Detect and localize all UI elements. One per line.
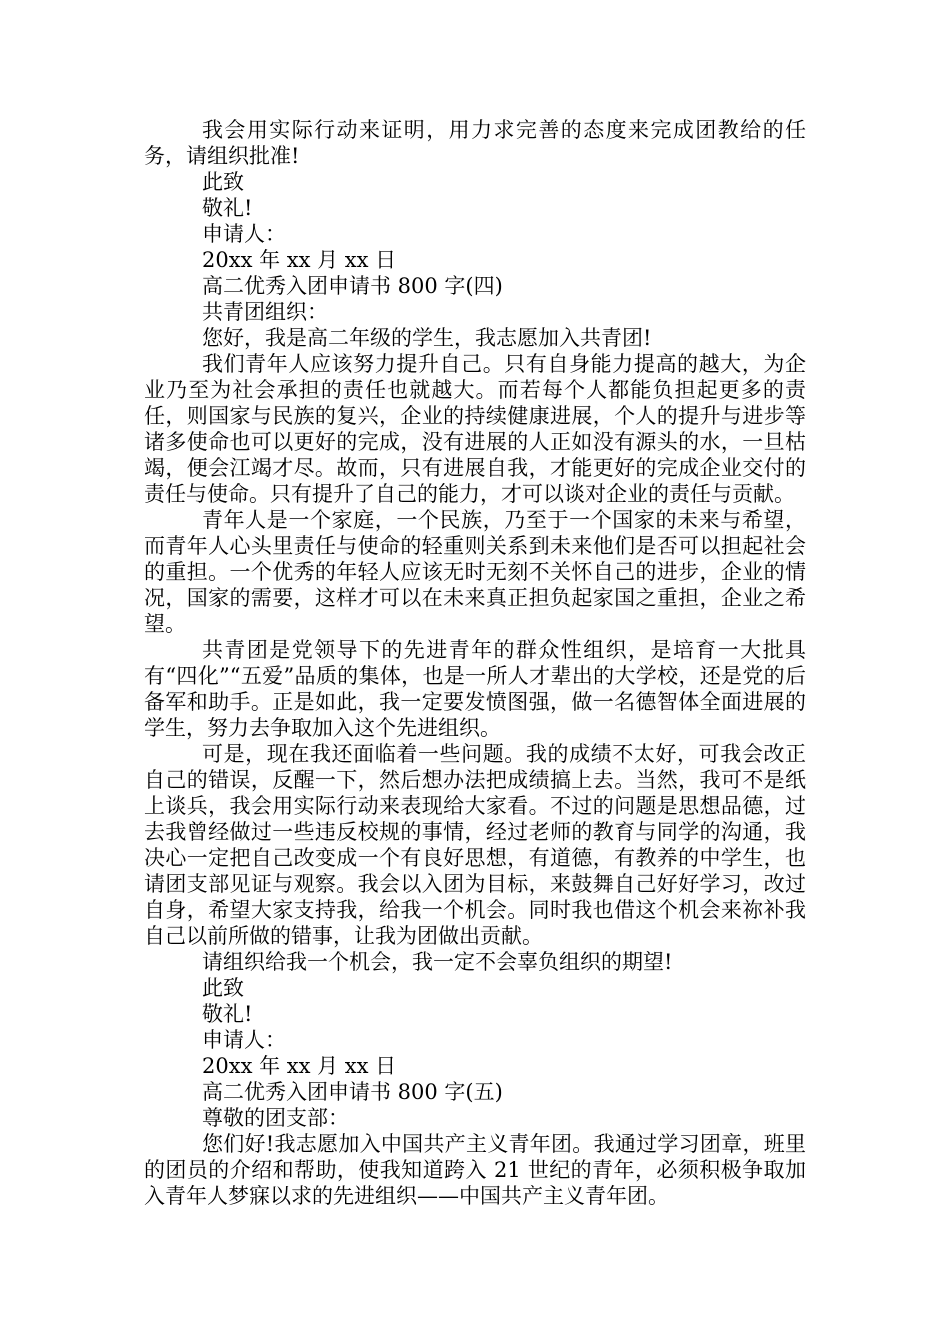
document-page: [144, 117, 806, 1209]
paragraph-youth-future: 青年人是一个家庭，一个民族，乃至于一个国家的未来与希望，而青年人心头里责任与使命的轻重则关系到未来他们是否可以担起社会的重担。一个优秀的年轻人应该无时无刻不关怀自己的进步，企业的情况，国家的需要，这样才可以在未来真正担负起家国之重担，企业之希望。: [144, 508, 806, 636]
paragraph-intro-five: 您们好!我志愿加入中国共产主义青年团。我通过学习团章，班里的团员的介绍和帮助，使我知道跨入 21 世纪的青年，必须积极争取加入青年人梦寐以求的先进组织——中国共产主义青年团。: [144, 1132, 806, 1208]
paragraph-problems: 可是，现在我还面临着一些问题。我的成绩不太好，可我会改正自己的错误，反醒一下，然后想办法把成绩搞上去。当然，我可不是纸上谈兵，我会用实际行动来表现给大家看。不过的问题是思想品德，过去我曾经做过一些违反校规的事情，经过老师的教育与同学的沟通，我决心一定把自己改变成一个有良好思想，有道德，有教养的中学生，也请团支部见证与观察。我会以入团为目标，来鼓舞自己好好学习，改过自身，希望大家支持我，给我一个机会。同时我也借这个机会来祢补我自己以前所做的错事，让我为团做出贡献。: [144, 742, 806, 948]
section-title-five: 高二优秀入团申请书 800 字(五): [202, 1080, 503, 1104]
date-line-2: 20xx 年 xx 月 xx 日: [202, 1054, 397, 1078]
closing-respect-2: 敬礼!: [202, 1002, 253, 1026]
closing-respect: 敬礼!: [202, 196, 253, 220]
section-title-four: 高二优秀入团申请书 800 字(四): [202, 274, 503, 298]
applicant-label: 申请人：: [202, 222, 286, 246]
closing-salutation-2: 此致: [202, 976, 244, 1000]
applicant-label-2: 申请人：: [202, 1028, 286, 1052]
paragraph-request: 请组织给我一个机会，我一定不会辜负组织的期望!: [202, 950, 673, 974]
addressee-2: 尊敬的团支部：: [202, 1106, 349, 1130]
greeting: 您好，我是高二年级的学生，我志愿加入共青团!: [202, 326, 652, 350]
paragraph-commitment: 我会用实际行动来证明，用力求完善的态度来完成团教给的任务，请组织批准!: [144, 118, 806, 168]
paragraph-league-intro: 共青团是党领导下的先进青年的群众性组织，是培育一大批具有“四化”“五爱”品质的集体，也是一所人才辈出的大学校，还是党的后备军和助手。正是如此，我一定要发愤图强，做一名德智体全面进展的学生，努力去争取加入这个先进组织。: [144, 638, 806, 740]
date-line: 20xx 年 xx 月 xx 日: [202, 248, 397, 272]
addressee: 共青团组织：: [202, 300, 328, 324]
paragraph-self-improvement: 我们青年人应该努力提升自己。只有自身能力提高的越大，为企业乃至为社会承担的责任也就越大。而若每个人都能负担起更多的责任，则国家与民族的复兴，企业的持续健康进展，个人的提升与进步等诸多使命也可以更好的完成，没有进展的人正如没有源头的水，一旦枯竭，便会江竭才尽。故而，只有进展自我，才能更好的完成企业交付的责任与使命。只有提升了自己的能力，才可以谈对企业的责任与贡献。: [144, 352, 806, 506]
closing-salutation: 此致: [202, 170, 244, 194]
